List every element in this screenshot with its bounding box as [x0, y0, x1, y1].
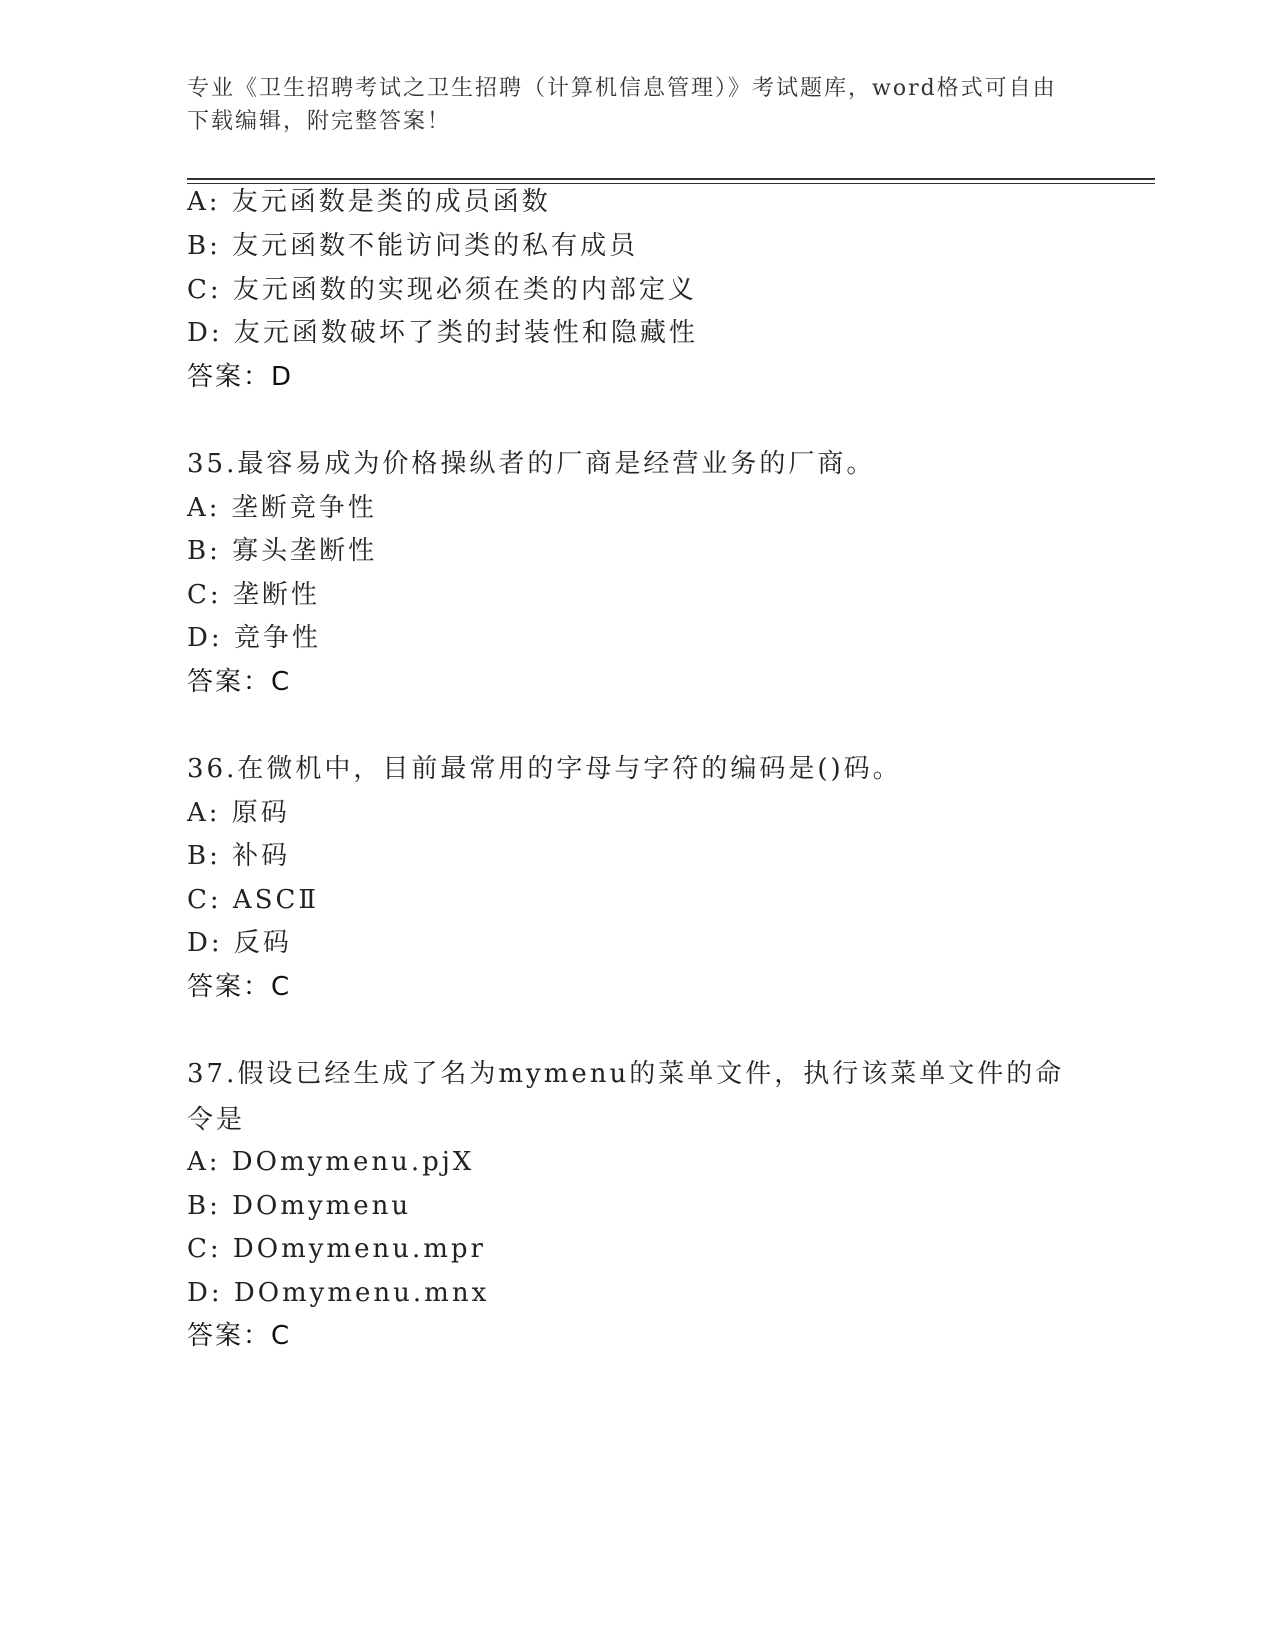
header-divider-thin [187, 183, 1155, 184]
q35-answer: 答案：C [187, 667, 292, 697]
q37-option-b: B: DOmymenu [187, 1191, 412, 1221]
q35-stem: 35.最容易成为价格操纵者的厂商是经营业务的厂商。 [187, 449, 876, 479]
document-intro: 专业《卫生招聘考试之卫生招聘（计算机信息管理）》考试题库，word格式可自由下载编辑，附完整答案！ [187, 76, 1057, 134]
q35-option-c: C: 垄断性 [187, 580, 320, 610]
q34-option-c: C: 友元函数的实现必须在类的内部定义 [187, 275, 697, 305]
q34-option-d: D: 友元函数破坏了类的封装性和隐藏性 [187, 318, 698, 348]
q36-option-d: D: 反码 [187, 928, 292, 958]
q36-option-b: B: 补码 [187, 841, 291, 871]
q36-answer: 答案：C [187, 972, 292, 1002]
q34-option-a: A: 友元函数是类的成员函数 [187, 187, 551, 217]
q37-option-c: C: DOmymenu.mpr [187, 1234, 486, 1264]
q37-answer: 答案：C [187, 1321, 292, 1351]
q34-answer: 答案：D [187, 362, 294, 392]
q35-option-a: A: 垄断竞争性 [187, 493, 377, 523]
q37-stem: 37.假设已经生成了名为mymenu的菜单文件，执行该菜单文件的命令是 [187, 1059, 1065, 1135]
header-divider-thick [187, 178, 1155, 180]
q35-option-d: D: 竞争性 [187, 623, 321, 653]
q36-stem: 36.在微机中，目前最常用的字母与字符的编码是()码。 [187, 754, 902, 784]
q35-option-b: B: 寡头垄断性 [187, 536, 378, 566]
q36-option-a: A: 原码 [187, 798, 290, 828]
q37-option-d: D: DOmymenu.mnx [187, 1278, 490, 1308]
q36-option-c: C: ASCⅡ [187, 885, 320, 915]
q34-option-b: B: 友元函数不能访问类的私有成员 [187, 231, 639, 261]
q37-option-a: A: DOmymenu.pjX [187, 1147, 475, 1177]
